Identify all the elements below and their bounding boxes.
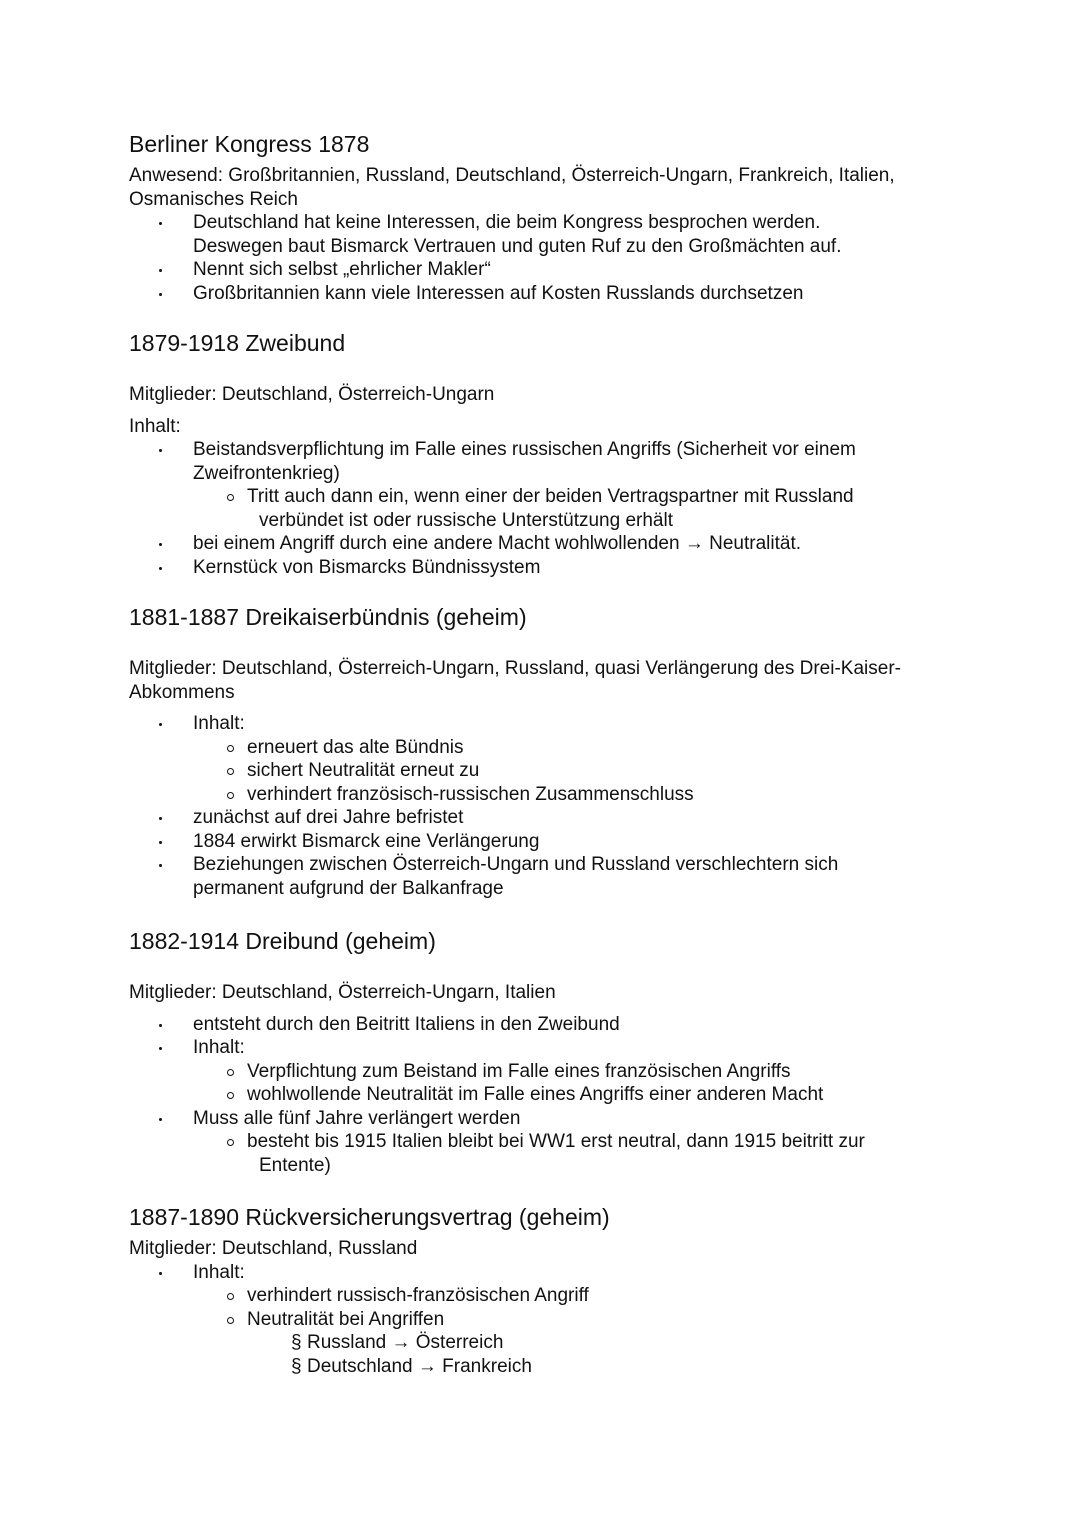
bullet-item [129,806,959,830]
bullet-dot-icon [159,449,162,452]
bullet-dot-icon [159,222,162,225]
attendees-line: Anwesend: Großbritannien, Russland, Deutschland, Österreich-Ungarn, Frankreich, Italien, [129,165,895,186]
bullet-text-cont: permanent aufgrund der Balkanfrage [193,877,504,899]
circle-bullet-icon [227,792,234,799]
bullet-dot-icon [159,864,162,867]
bullet-item [129,712,959,736]
sub-bullet-item [129,759,959,783]
bullet-item [129,211,959,258]
section-sign-text: Russland → Österreich [307,1332,504,1353]
section-sign-icon: § [291,1332,302,1353]
bullet-text-cont: Zweifrontenkrieg) [193,462,340,484]
bullet-item [129,438,959,485]
bullet-text: Inhalt: [193,1037,245,1058]
circle-bullet-icon [227,1317,234,1324]
sub-bullet-item [129,1284,959,1308]
bullet-dot-icon [159,723,162,726]
bullet-dot-icon [159,567,162,570]
section-sign-item [129,1355,959,1379]
bullet-dot-icon [159,543,162,546]
members-line: Mitglieder: Deutschland, Russland [129,1238,418,1259]
bullet-dot-icon [159,1047,162,1050]
attendees-line-cont: Osmanisches Reich [129,188,298,210]
bullet-item [129,532,959,556]
bullet-dot-icon [159,1272,162,1275]
sub-bullet-text: sichert Neutralität erneut zu [247,760,480,781]
circle-bullet-icon [227,494,234,501]
sub-bullet-text: verhindert russisch-französischen Angriff [247,1285,589,1306]
section-title: 1879-1918 Zweibund [129,330,346,356]
bullet-dot-icon [159,1118,162,1121]
bullet-item [129,1261,959,1285]
bullet-dot-icon [159,841,162,844]
bullet-item [129,1013,959,1037]
section-sign-item [129,1331,959,1355]
bullet-text: Beistandsverpflichtung im Falle eines russischen Angriffs (Sicherheit vor einem [193,439,856,460]
sub-bullet-item [129,485,959,532]
bullet-text: 1884 erwirkt Bismarck eine Verlängerung [193,830,540,852]
sub-bullet-item [129,1060,959,1084]
bullet-text: zunächst auf drei Jahre befristet [193,807,464,828]
sub-bullet-item [129,783,959,807]
circle-bullet-icon [227,1092,234,1099]
bullet-text-cont: Deswegen baut Bismarck Vertrauen und guten Ruf zu den Großmächten auf. [193,235,842,257]
bullet-dot-icon [159,817,162,820]
bullet-item [129,830,959,854]
sub-bullet-item [129,1308,959,1332]
section-dreikaiserbuendnis [129,603,959,900]
bullet-item [129,1107,959,1131]
section-zweibund [129,329,959,579]
bullet-text: Deutschland hat keine Interessen, die beim Kongress besprochen werden. [193,212,821,233]
section-berliner-kongress [129,130,959,305]
sub-bullet-text: Verpflichtung zum Beistand im Falle eines französischen Angriffs [247,1060,791,1082]
section-sign-text: Deutschland → Frankreich [307,1355,532,1377]
members-line-cont: Abkommens [129,681,235,703]
sub-bullet-text: verhindert französisch-russischen Zusammenschluss [247,783,694,805]
members-line: Mitglieder: Deutschland, Österreich-Ungarn, Italien [129,982,556,1003]
sub-bullet-text-cont: Entente) [259,1154,331,1176]
section-title: 1881-1887 Dreikaiserbündnis (geheim) [129,604,527,630]
sub-bullet-text: besteht bis 1915 Italien bleibt bei WW1 erst neutral, dann 1915 beitritt zur [247,1131,865,1152]
content-label: Inhalt: [129,415,181,437]
bullet-item [129,853,959,900]
bullet-text: Muss alle fünf Jahre verlängert werden [193,1107,521,1129]
bullet-text: Nennt sich selbst „ehrlicher Makler“ [193,259,491,280]
section-sign-icon: § [291,1355,302,1377]
bullet-text: Kernstück von Bismarcks Bündnissystem [193,556,541,578]
circle-bullet-icon [227,1293,234,1300]
circle-bullet-icon [227,768,234,775]
section-title: 1887-1890 Rückversicherungsvertrag (geheim) [129,1204,610,1230]
bullet-text: entsteht durch den Beitritt Italiens in den Zweibund [193,1013,620,1035]
sub-bullet-text: Neutralität bei Angriffen [247,1308,445,1330]
circle-bullet-icon [227,745,234,752]
bullet-item [129,258,959,282]
section-title: Berliner Kongress 1878 [129,131,370,157]
section-title: 1882-1914 Dreibund (geheim) [129,928,436,954]
bullet-dot-icon [159,293,162,296]
bullet-text: Großbritannien kann viele Interessen auf Kosten Russlands durchsetzen [193,282,804,304]
bullet-text: Beziehungen zwischen Österreich-Ungarn und Russland verschlechtern sich [193,854,839,875]
sub-bullet-text: Tritt auch dann ein, wenn einer der beiden Vertragspartner mit Russland [247,486,854,507]
circle-bullet-icon [227,1139,234,1146]
bullet-text: Inhalt: [193,1261,245,1283]
section-dreibund [129,927,959,1177]
sub-bullet-item [129,1083,959,1107]
sub-bullet-item [129,1130,959,1177]
bullet-text: Inhalt: [193,713,245,734]
bullet-dot-icon [159,1024,162,1027]
sub-bullet-text-cont: verbündet ist oder russische Unterstützung erhält [259,509,673,531]
members-line: Mitglieder: Deutschland, Österreich-Ungarn, Russland, quasi Verlängerung des Drei-Kaiser- [129,658,901,679]
sub-bullet-text: erneuert das alte Bündnis [247,736,464,758]
bullet-item [129,1036,959,1060]
bullet-item [129,282,959,306]
sub-bullet-item [129,736,959,760]
bullet-text: bei einem Angriff durch eine andere Macht wohlwollenden → Neutralität. [193,533,801,554]
circle-bullet-icon [227,1069,234,1076]
bullet-dot-icon [159,269,162,272]
sub-bullet-text: wohlwollende Neutralität im Falle eines Angriffs einer anderen Macht [247,1084,824,1105]
section-rueckversicherungsvertrag [129,1203,959,1378]
bullet-item [129,556,959,580]
members-line: Mitglieder: Deutschland, Österreich-Ungarn [129,384,495,405]
